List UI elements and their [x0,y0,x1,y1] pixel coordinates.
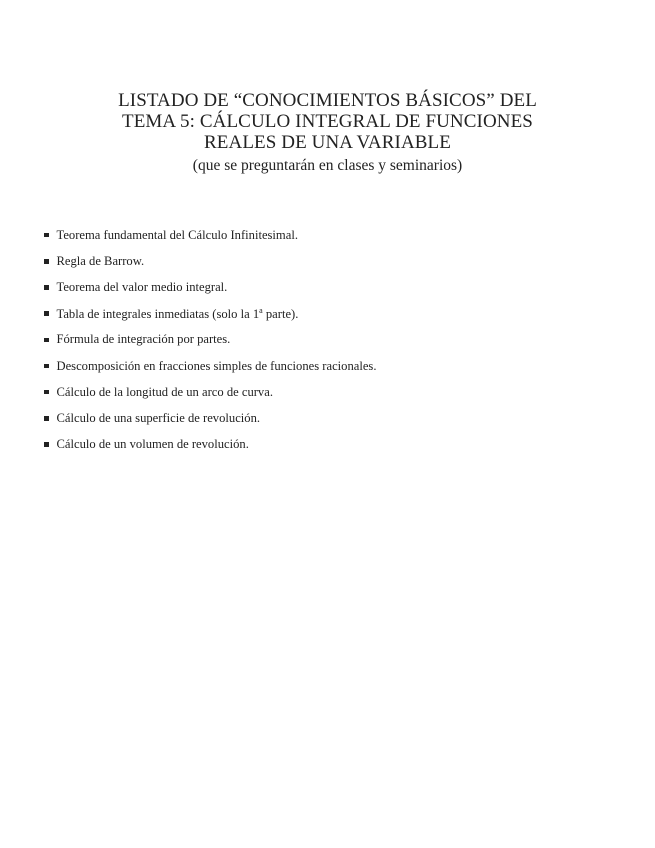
subtitle: (que se preguntarán en clases y seminarios) [192,157,463,174]
bullet-icon [44,285,49,290]
list-item-text: Descomposición en fracciones simples de funciones racionales. [56,358,377,373]
list-item [44,379,377,405]
list-item-text: Teorema del valor medio integral. [56,279,228,294]
bullet-icon [44,311,49,316]
title-line-1: LISTADO DE “CONOCIMIENTOS BÁSICOS” DEL [118,90,537,111]
bullet-icon [44,364,49,369]
list-item [44,222,377,248]
list-item-text: Cálculo de un volumen de revolución. [56,437,249,452]
ordinal-superscript: a [259,305,263,315]
bullet-icon [44,338,49,343]
title-line-3: REALES DE UNA VARIABLE [204,132,451,153]
list-item [44,353,377,379]
list-item [44,327,377,353]
list-item-text: Teorema fundamental del Cálculo Infinitesimal. [56,227,298,242]
bullet-icon [44,259,49,264]
list-item [44,405,377,431]
list-item [44,301,377,327]
list-item-text: Fórmula de integración por partes. [56,332,231,347]
title-block [0,90,655,176]
list-item [44,432,377,458]
list-item [44,274,377,300]
bullet-icon [44,416,49,421]
list-item-text: Cálculo de la longitud de un arco de curva. [56,384,273,399]
title-line-2: TEMA 5: CÁLCULO INTEGRAL DE FUNCIONES [122,111,533,132]
list-item-text: Regla de Barrow. [56,253,145,268]
list-item-text [57,306,299,322]
bullet-icon [44,390,49,395]
list-item [44,248,377,274]
list-item-text: Cálculo de una superficie de revolución. [56,410,261,425]
list-item-text-pre: Tabla de integrales inmediatas (solo la 1 [56,306,260,321]
knowledge-list [44,222,377,458]
bullet-icon [44,233,49,238]
bullet-icon [44,442,49,447]
list-item-text-post: parte). [262,306,299,321]
